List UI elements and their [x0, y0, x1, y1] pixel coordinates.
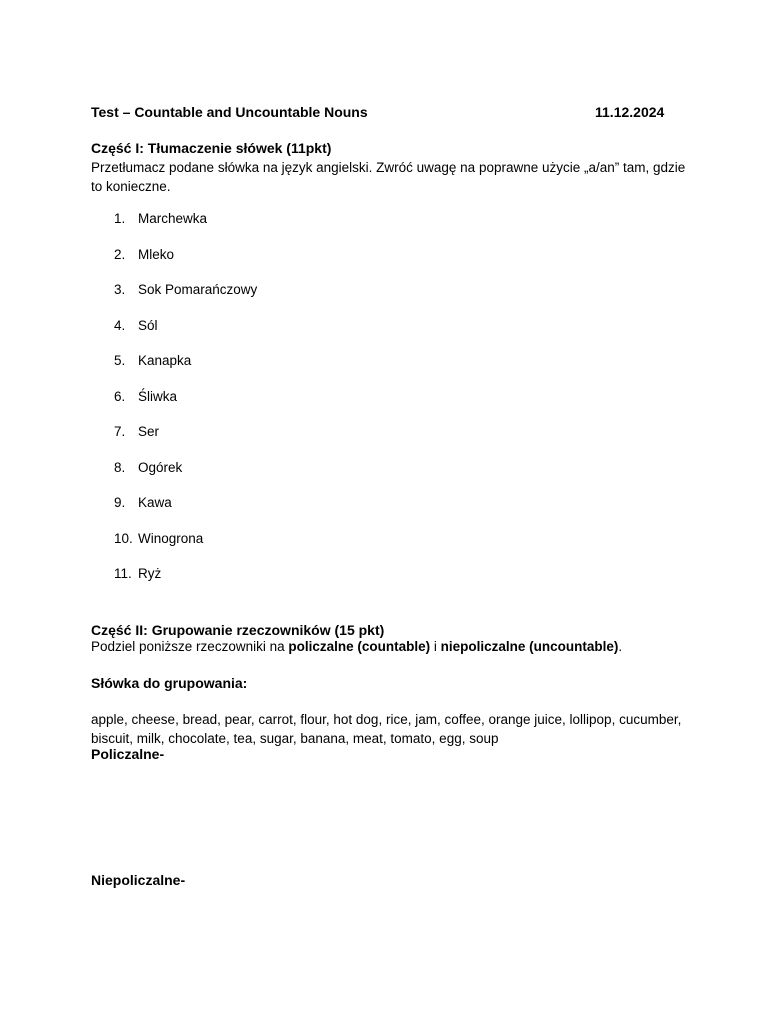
- item-number: 9.: [114, 495, 126, 510]
- instruction-text: Podziel poniższe rzeczowniki na: [91, 639, 289, 654]
- item-number: 8.: [114, 459, 126, 475]
- uncountable-label: Niepoliczalne-: [91, 872, 186, 888]
- item-number: 10.: [114, 530, 133, 546]
- item-number: 4.: [114, 317, 126, 333]
- item-number: 3.: [114, 282, 126, 297]
- item-word: Śliwka: [138, 388, 178, 404]
- instruction-text: i: [430, 639, 441, 654]
- part1-instruction: Przetłumacz podane słówka na język angielski. Zwróć uwagę na poprawne użycie „a/an” tam, gdzie to konieczne.: [91, 160, 686, 194]
- item-word: Ser: [138, 424, 160, 439]
- item-word: Ryż: [138, 566, 162, 581]
- uncountable-term: niepoliczalne (uncountable): [440, 639, 619, 654]
- part1-heading: Część I: Tłumaczenie słówek (11pkt): [91, 140, 332, 156]
- item-word: Kanapka: [138, 353, 192, 368]
- words-heading: Słówka do grupowania:: [91, 675, 248, 691]
- test-title: Test – Countable and Uncountable Nouns: [91, 104, 368, 120]
- part2-instruction: [91, 639, 622, 654]
- item-word: Sól: [138, 317, 158, 333]
- item-word: Ogórek: [138, 459, 183, 475]
- part2-heading: Część II: Grupowanie rzeczowników (15 pkt): [91, 622, 385, 638]
- item-word: Sok Pomarańczowy: [138, 282, 258, 297]
- item-number: 7.: [114, 424, 126, 439]
- item-number: 5.: [114, 353, 126, 368]
- item-number: 2.: [114, 246, 126, 262]
- test-date: 11.12.2024: [595, 104, 665, 120]
- instruction-text: .: [618, 639, 623, 654]
- item-number: 11.: [114, 566, 132, 581]
- item-word: Winogrona: [138, 530, 204, 546]
- item-word: Mleko: [138, 246, 175, 262]
- item-word: Marchewka: [138, 211, 208, 226]
- item-word: Kawa: [138, 495, 172, 510]
- item-number: 1.: [114, 211, 126, 226]
- item-number: 6.: [114, 388, 126, 404]
- countable-label: Policzalne-: [91, 746, 165, 762]
- words-to-group: apple, cheese, bread, pear, carrot, flour, hot dog, rice, jam, coffee, orange juice, lollipop, cucumber, biscuit, milk, chocolate, tea, sugar, banana, meat, tomato, egg, soup: [91, 712, 682, 746]
- countable-term: policzalne (countable): [288, 639, 431, 654]
